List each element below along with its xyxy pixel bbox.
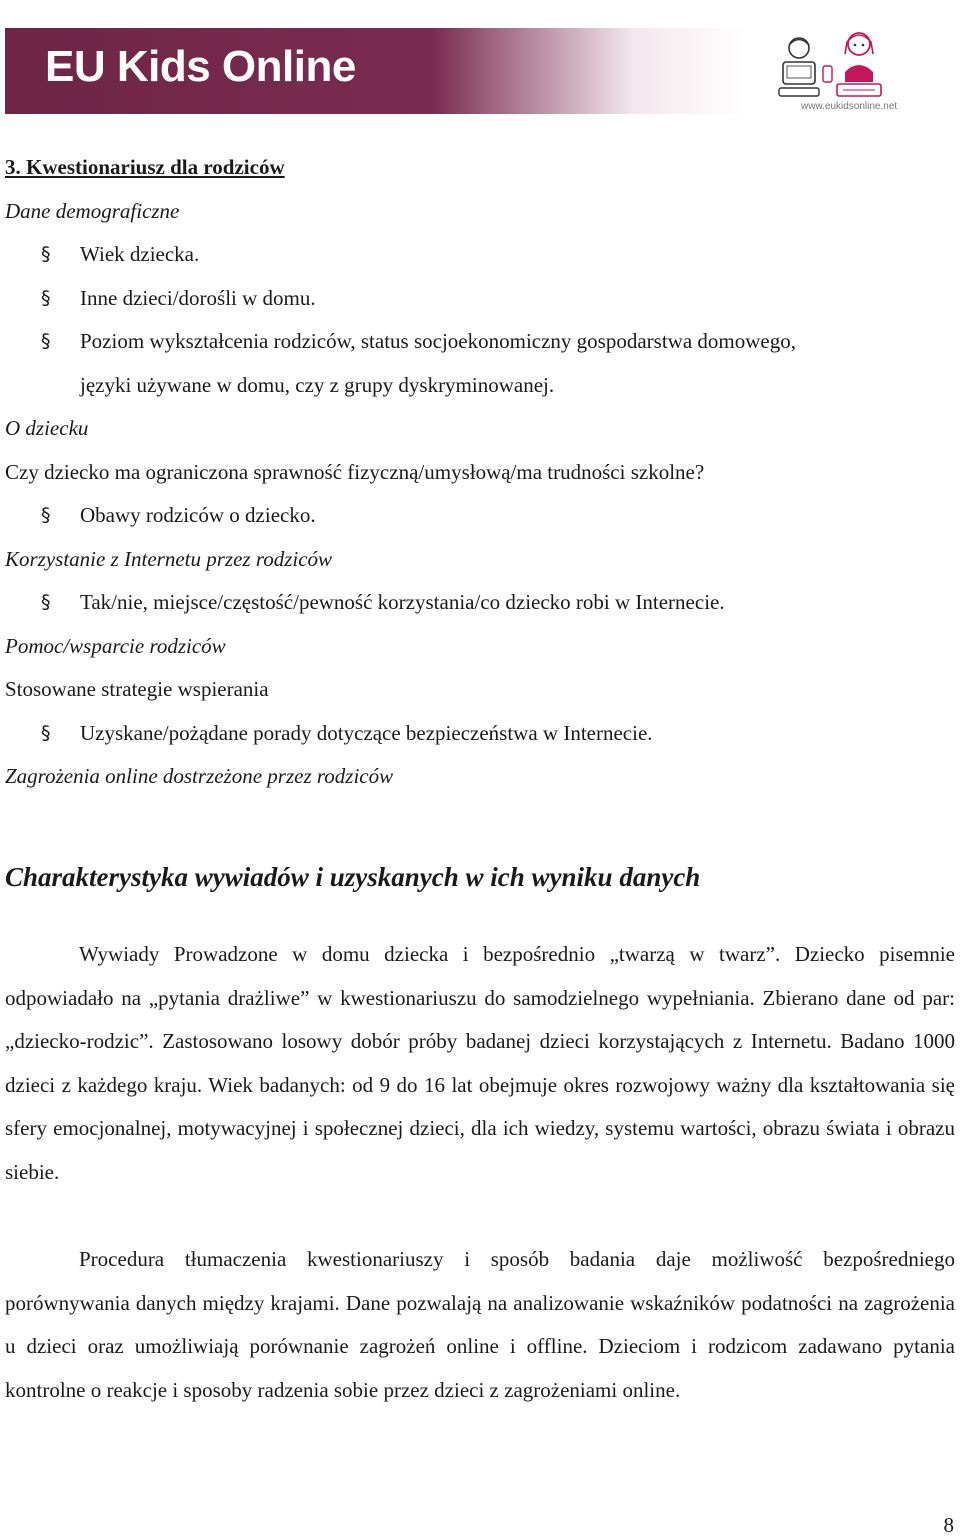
section-title: 3. Kwestionariusz dla rodziców	[5, 155, 285, 179]
list-item: § Poziom wykształcenia rodziców, status socjoekonomiczny gospodarstwa domowego,	[5, 320, 955, 364]
list-item-continuation: języki używane w domu, czy z grupy dyskryminowanej.	[80, 372, 555, 397]
section-sign-icon: §	[41, 591, 51, 613]
section-sign-icon: §	[41, 286, 51, 309]
risks-heading: Zagrożenia online dostrzeżone przez rodziców	[5, 764, 394, 788]
kids-computer-logo-icon	[765, 28, 925, 108]
section-sign-icon: §	[41, 721, 51, 744]
child-question: Czy dziecko ma ograniczona sprawność fizyczną/umysłową/ma trudności szkolne?	[5, 459, 705, 484]
demographics-heading: Dane demograficzne	[5, 198, 180, 223]
list-item: § Uzyskane/pożądane porady dotyczące bezpieczeństwa w Internecie.	[5, 712, 955, 756]
section-sign-icon: §	[41, 243, 51, 265]
list-item: § Inne dzieci/dorośli w domu.	[5, 277, 955, 321]
banner-url: www.eukidsonline.net	[801, 101, 898, 112]
section-sign-icon: §	[41, 330, 51, 352]
page-number: 8	[943, 1513, 954, 1537]
questionnaire-section	[5, 146, 955, 799]
header-banner	[5, 28, 955, 114]
section-sign-icon: §	[41, 504, 51, 526]
support-text: Stosowane strategie wspierania	[5, 677, 269, 701]
characteristics-heading: Charakterystyka wywiadów i uzyskanych w ich wyniku danych	[5, 862, 701, 893]
internet-heading: Korzystanie z Internetu przez rodziców	[5, 546, 333, 571]
characteristics-paragraph-2: Procedura tłumaczenia kwestionariuszy i sposób badania daje możliwość bezpośredniego porównywania danych między krajami. Dane pozwalają na analizowanie wskaźników podatności na zagrożenia u dzieci oraz umożliwiają porównanie zagrożeń online i offline. Dzieciom i rodzicom zadawano pytania kontrolne o reakcje i sposoby radzenia sobie przez dzieci z zagrożeniami online.	[5, 1247, 955, 1402]
banner-title: EU Kids Online	[45, 42, 356, 91]
support-heading: Pomoc/wsparcie rodziców	[5, 633, 226, 658]
child-heading: O dziecku	[5, 416, 89, 440]
list-item: § Tak/nie, miejsce/częstość/pewność korzystania/co dziecko robi w Internecie.	[5, 581, 955, 625]
list-item: § Wiek dziecka.	[5, 233, 955, 277]
list-item: § Obawy rodziców o dziecko.	[5, 494, 955, 538]
characteristics-paragraph-1: Wywiady Prowadzone w domu dziecka i bezpośrednio „twarzą w twarz”. Dziecko pisemnie odpowiadało na „pytania drażliwe” w kwestionariuszu do samodzielnego wypełniania. Zbierano dane od par: „dziecko-rodzic”. Zastosowano losowy dobór próby badanej dzieci korzystających z Internetu. Badano 1000 dzieci z każdego kraju. Wiek badanych: od 9 do 16 lat obejmuje okres rozwojowy ważny dla kształtowania się sfery emocjonalnej, motywacyjnej i społecznej dzieci, dla ich wiedzy, systemu wartości, obrazu świata i obrazu siebie.	[5, 942, 955, 1184]
